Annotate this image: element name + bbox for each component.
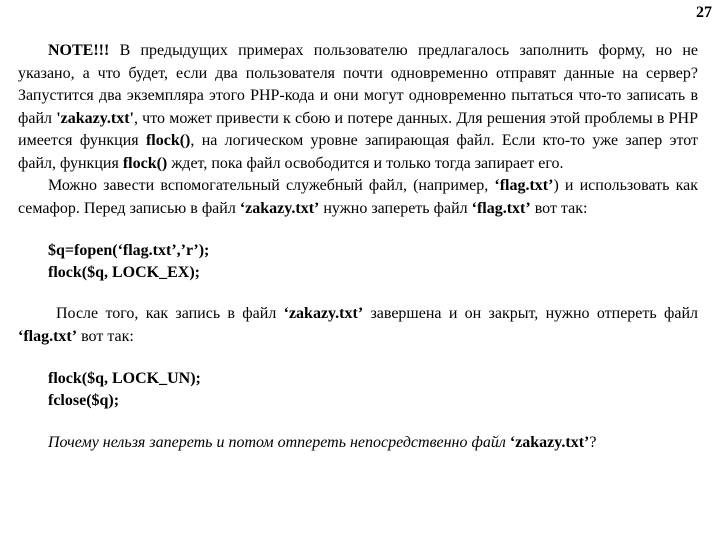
semaphore-text-1: Можно завести вспомогательный служебный файл, (например, [48, 177, 495, 194]
note-text-2: , что может привести к сбою и потере данных. Для решения этой проблемы в PHP имеется функция [18, 109, 698, 149]
filename-zakazy: ‘zakazy.txt’ [283, 305, 364, 322]
code-line: flock($q, LOCK_UN); [48, 370, 201, 387]
note-text-4: ждет, пока файл освободится и только тогда запирает его. [167, 154, 564, 172]
filename-flag: ‘flag.txt’ [18, 327, 78, 345]
code-block-unlock [48, 368, 698, 412]
function-flock: flock() [145, 132, 191, 149]
unlock-text-3: вот так: [77, 327, 134, 345]
filename-flag: ‘flag.txt’ [471, 199, 531, 217]
note-text-3: , на логическом уровне запирающая файл. Если кто-то уже запер этот файл, функция [18, 132, 698, 172]
code-line: fclose($q); [48, 392, 120, 409]
note-paragraph [18, 40, 698, 175]
note-text-1: В предыдущих примерах пользователю предлагалось заполнить форму, но не указано, а что будет, если два пользователя почти одновременно отправят данные на сервер? Запустится два экземпляра этого PHP-кода и они могут одновременно пытаться что-то записать в файл [18, 42, 698, 127]
filename-zakazy: ‘zakazy.txt’ [509, 434, 590, 451]
page-number: 27 [696, 4, 712, 21]
question-text-1: Почему нельзя запереть и потом отпереть непосредственно файл [48, 434, 510, 451]
unlock-paragraph [18, 303, 698, 348]
unlock-text-1: После того, как запись в файл [56, 305, 284, 322]
filename-zakazy: 'zakazy.txt' [56, 109, 134, 127]
filename-zakazy: ‘zakazy.txt’ [239, 199, 320, 217]
document-body [18, 40, 698, 455]
semaphore-paragraph [18, 175, 698, 220]
question-text-2: ? [589, 434, 597, 451]
question-paragraph [18, 432, 698, 455]
semaphore-text-2: ) и использовать как семафор. Перед записью в файл [18, 177, 699, 217]
note-label: NOTE!!! [48, 42, 110, 59]
code-line: $q=fopen(‘flag.txt’,’r’); [48, 242, 210, 259]
semaphore-text-4: вот так: [530, 199, 588, 217]
code-block-lock [48, 240, 698, 284]
semaphore-text-3: нужно запереть файл [319, 199, 472, 217]
code-line: flock($q, LOCK_EX); [48, 264, 200, 281]
filename-flag: ‘flag.txt’ [494, 177, 554, 194]
unlock-text-2: завершена и он закрыт, нужно отпереть файл [363, 305, 699, 322]
function-flock: flock() [122, 154, 168, 172]
